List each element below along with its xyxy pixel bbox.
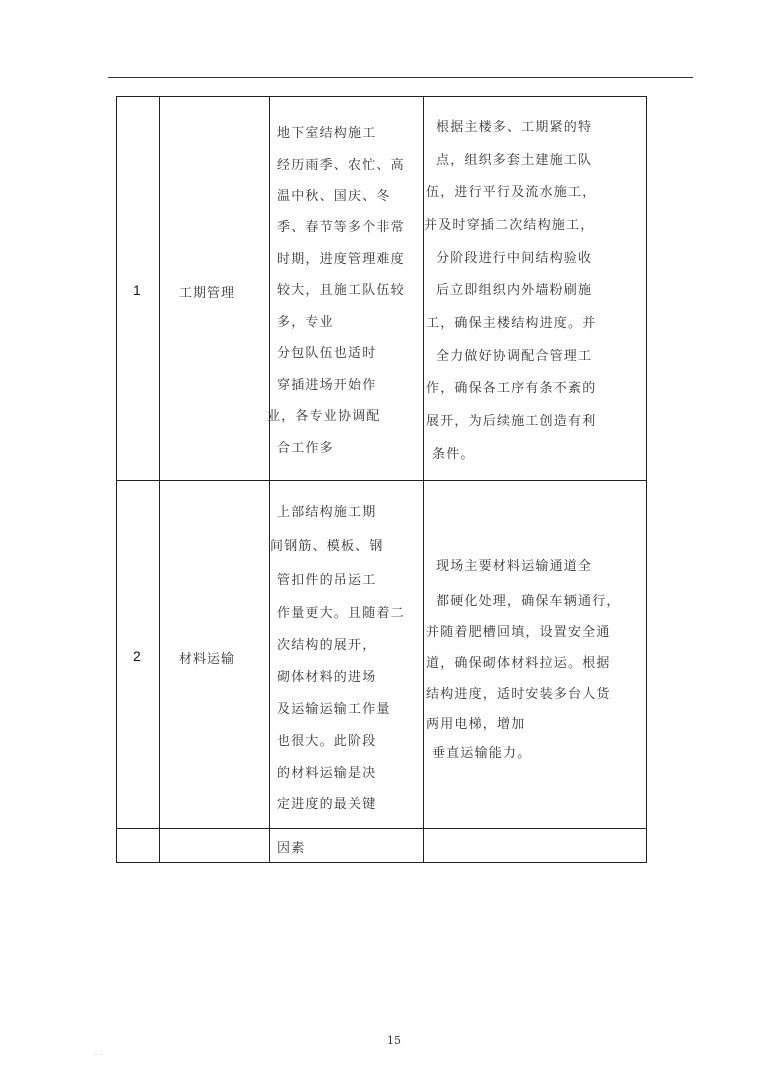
measures-line: 分阶段进行中间结构验收 — [436, 251, 593, 266]
table-row-divider — [116, 480, 647, 481]
measures-line: 条件。 — [432, 447, 475, 462]
features-line: 次结构的展开， — [277, 638, 377, 653]
measures-line: 两用电梯，增加 — [426, 717, 526, 732]
features-line: 温中秋、国庆、冬 — [277, 189, 391, 204]
features-line: 因素 — [277, 841, 306, 856]
features-line: 较大，且施工队伍较 — [277, 283, 405, 298]
page-number: 15 — [387, 1034, 401, 1047]
row-number: 2 — [133, 648, 141, 664]
measures-line: 并及时穿插二次结构施工， — [424, 218, 595, 233]
features-line: 时期，进度管理难度 — [277, 252, 405, 267]
measures-line: 点，组织多套土建施工队 — [436, 153, 593, 168]
table-border-bottom — [116, 862, 647, 863]
features-line: 穿插进场开始作 — [277, 378, 377, 393]
table-col-divider — [423, 96, 424, 863]
features-line: 及运输运输工作量 — [277, 702, 391, 717]
features-line: 定进度的最关键 — [277, 797, 377, 812]
measures-line: 全力做好协调配合管理工 — [436, 349, 593, 364]
row-number: 1 — [133, 282, 141, 298]
measures-line: 结构进度，适时安装多台人货 — [426, 687, 611, 702]
row-item: 工期管理 — [179, 286, 236, 301]
measures-line: 垂直运输能力。 — [432, 746, 532, 761]
measures-line: 工，确保主楼结构进度。并 — [426, 316, 597, 331]
features-line: 砌体材料的进场 — [277, 670, 377, 685]
features-line: 作量更大。且随着二 — [277, 606, 405, 621]
features-line: 多，专业 — [277, 315, 334, 330]
table-border-right — [646, 96, 647, 863]
schedule-table — [116, 96, 647, 863]
features-line: 业，各专业协调配 — [267, 409, 381, 424]
measures-line: 后立即组织内外墙粉刷施 — [436, 283, 593, 298]
features-line: 管扣件的吊运工 — [277, 573, 377, 588]
corner-mark: . . — [95, 1050, 104, 1057]
table-col-divider — [269, 96, 270, 863]
features-line: 间钢筋、模板、钢 — [270, 539, 384, 554]
measures-line: 道，确保砌体材料拉运。根据 — [426, 656, 611, 671]
measures-line: 伍，进行平行及流水施工， — [426, 185, 597, 200]
row-item: 材料运输 — [179, 652, 236, 667]
features-line: 合工作多 — [277, 441, 334, 456]
features-line: 也很大。此阶段 — [277, 734, 377, 749]
table-border-top — [116, 96, 647, 97]
table-col-divider — [159, 96, 160, 863]
features-line: 分包队伍也适时 — [277, 346, 377, 361]
measures-line: 并随着肥槽回填，设置安全通 — [426, 625, 611, 640]
measures-line: 展开，为后续施工创造有利 — [426, 414, 597, 429]
features-line: 经历雨季、农忙、高 — [277, 158, 405, 173]
measures-line: 都硬化处理，确保车辆通行， — [436, 594, 621, 609]
features-line: 季、春节等多个非常 — [277, 220, 405, 235]
features-line: 上部结构施工期 — [277, 505, 377, 520]
measures-line: 现场主要材料运输通道全 — [436, 559, 593, 574]
table-row-divider — [116, 828, 647, 829]
measures-line: 作，确保各工序有条不紊的 — [426, 381, 597, 396]
measures-line: 根据主楼多、工期紧的特 — [436, 120, 593, 135]
features-line: 地下室结构施工 — [277, 126, 377, 141]
header-rule — [108, 77, 693, 78]
features-line: 的材料运输是决 — [277, 766, 377, 781]
table-border-left — [116, 96, 117, 863]
